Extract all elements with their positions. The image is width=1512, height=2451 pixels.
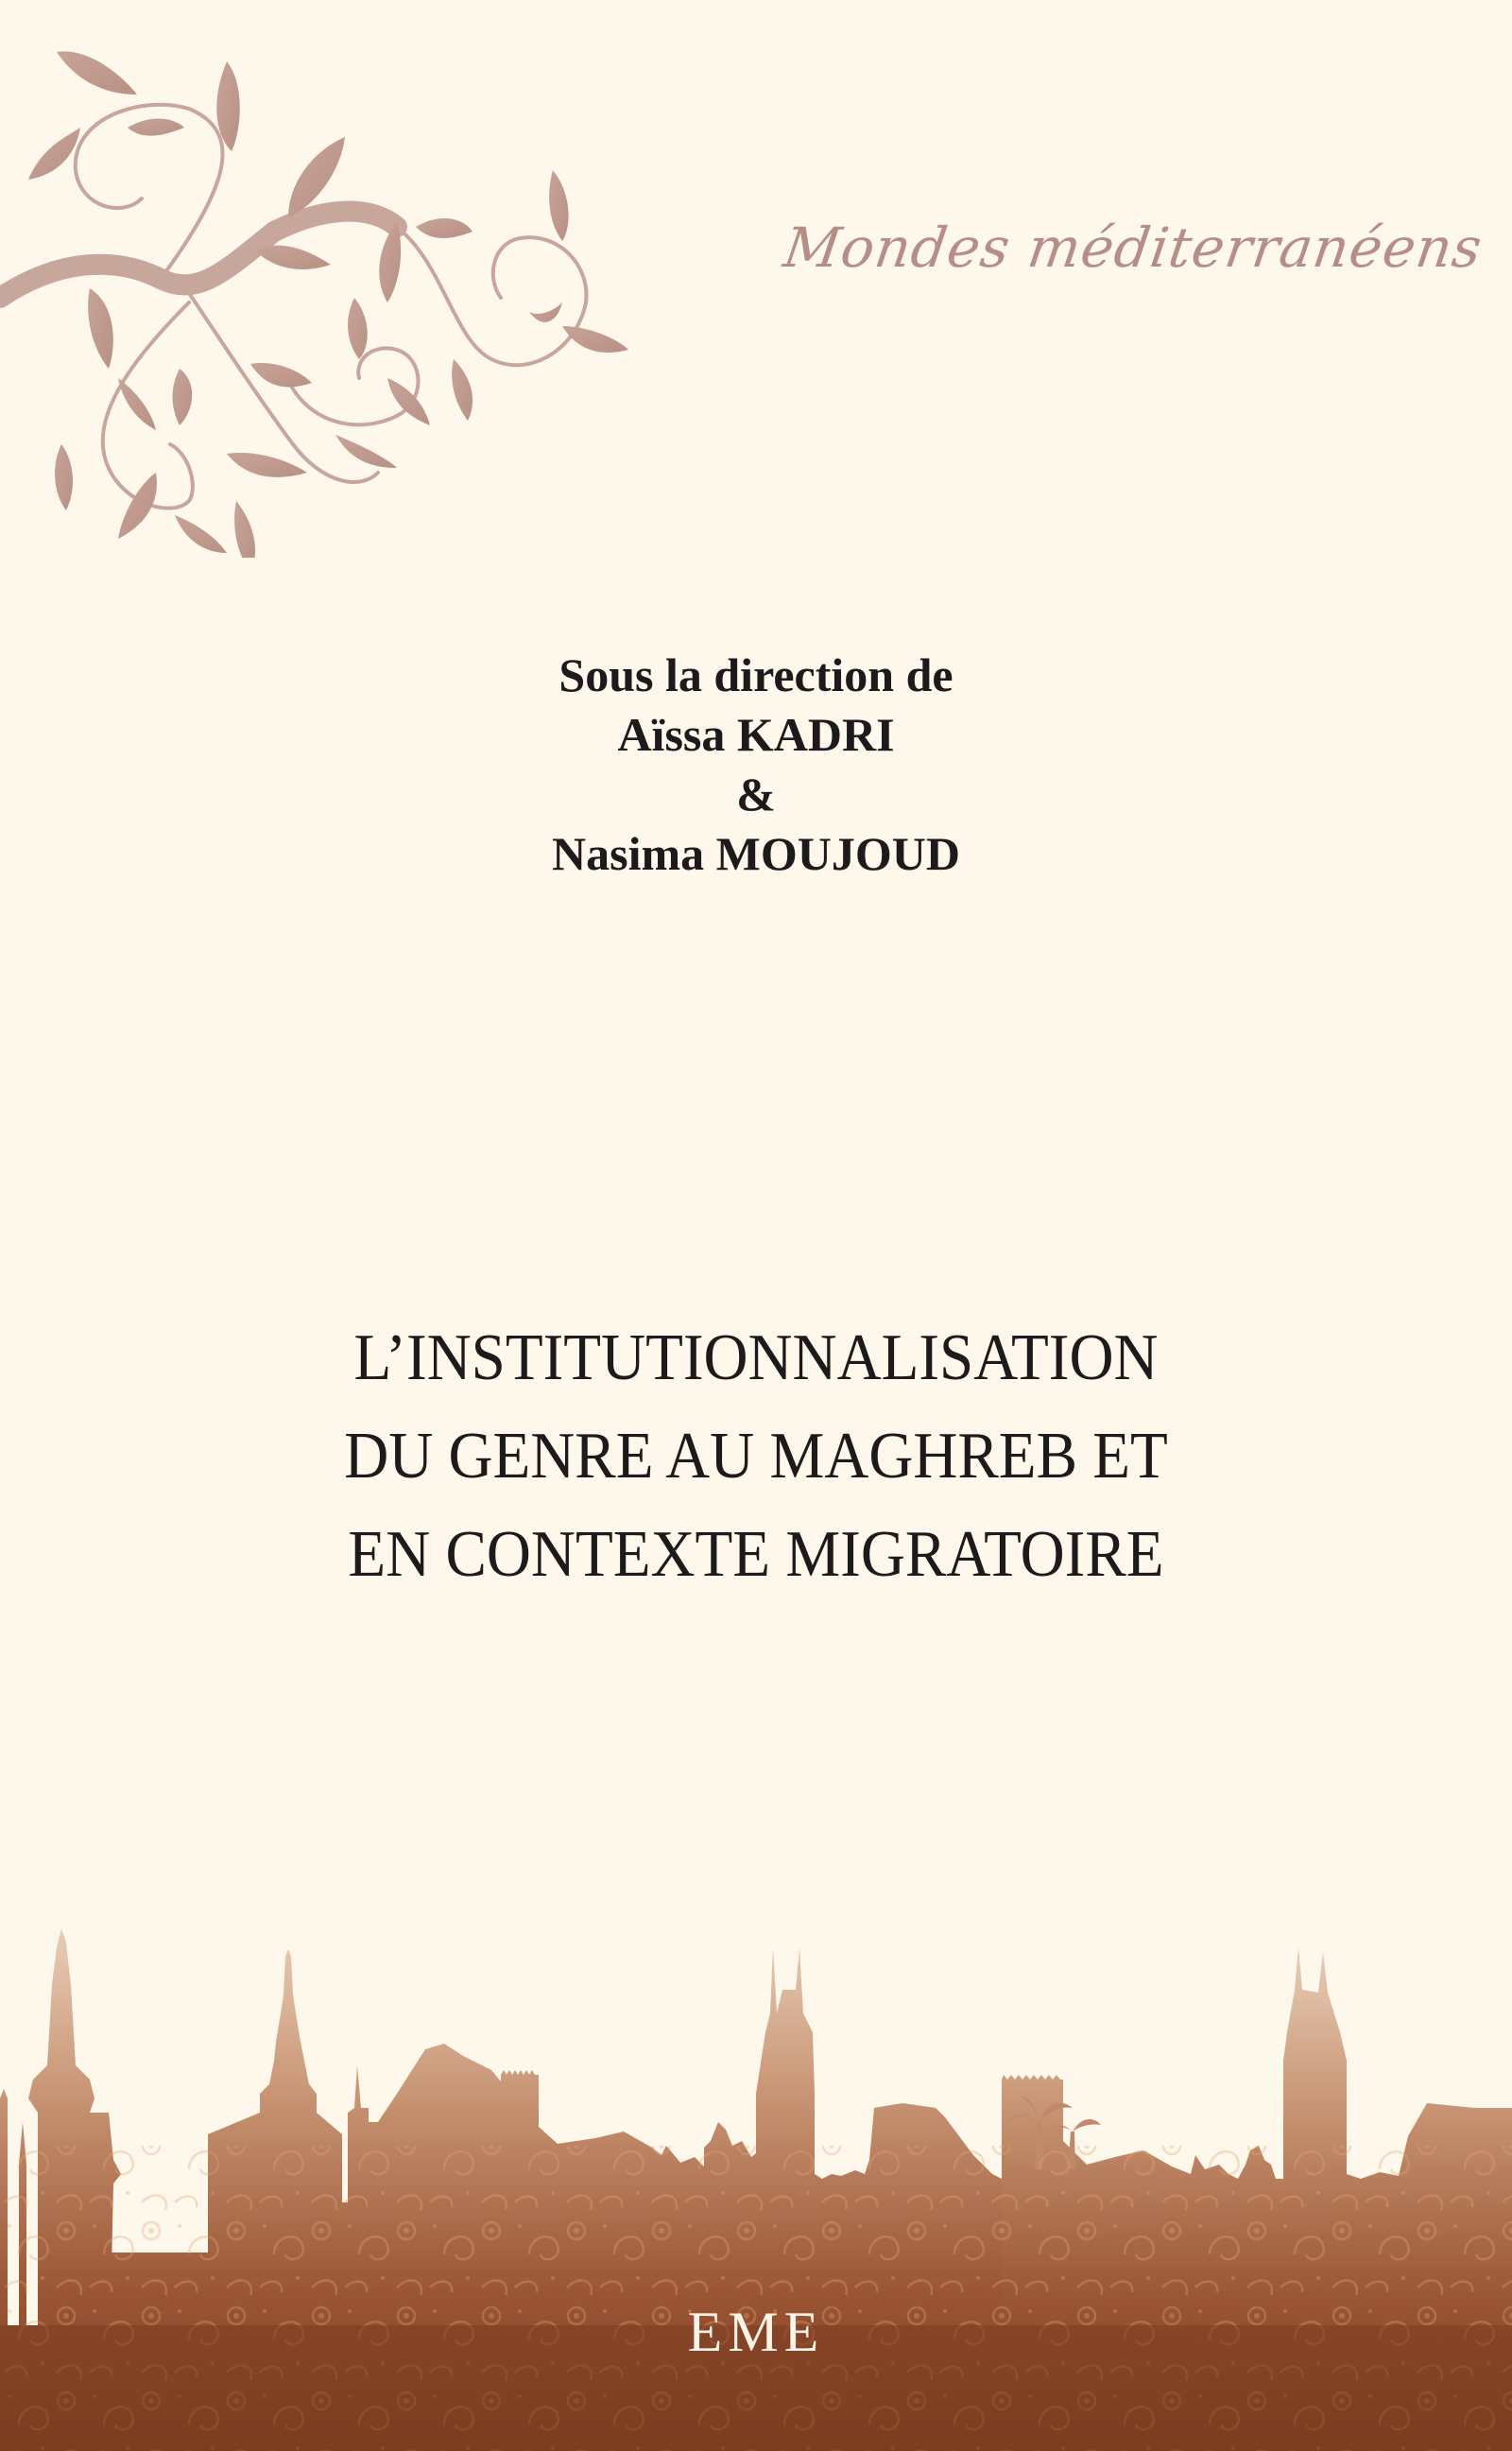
publisher-logo: EME bbox=[687, 2301, 825, 2363]
editors-intro: Sous la direction de bbox=[558, 648, 954, 701]
editor-name: Nasima MOUJOUD bbox=[552, 827, 960, 880]
title-line: L’INSTITUTIONNALISATION bbox=[353, 1321, 1159, 1394]
editor-name: Aïssa KADRI bbox=[617, 708, 895, 761]
title-line: EN CONTEXTE MIGRATOIRE bbox=[348, 1518, 1164, 1591]
editors-block bbox=[0, 646, 1512, 884]
title-line: DU GENRE AU MAGHREB ET bbox=[344, 1420, 1168, 1493]
book-title bbox=[53, 1309, 1459, 1604]
leafy-branch-ornament-icon bbox=[0, 28, 662, 558]
collection-name: Mondes méditerranéens bbox=[780, 216, 1486, 280]
editors-conjunction: & bbox=[736, 768, 776, 820]
city-skyline-silhouette-icon bbox=[0, 1881, 1512, 2451]
